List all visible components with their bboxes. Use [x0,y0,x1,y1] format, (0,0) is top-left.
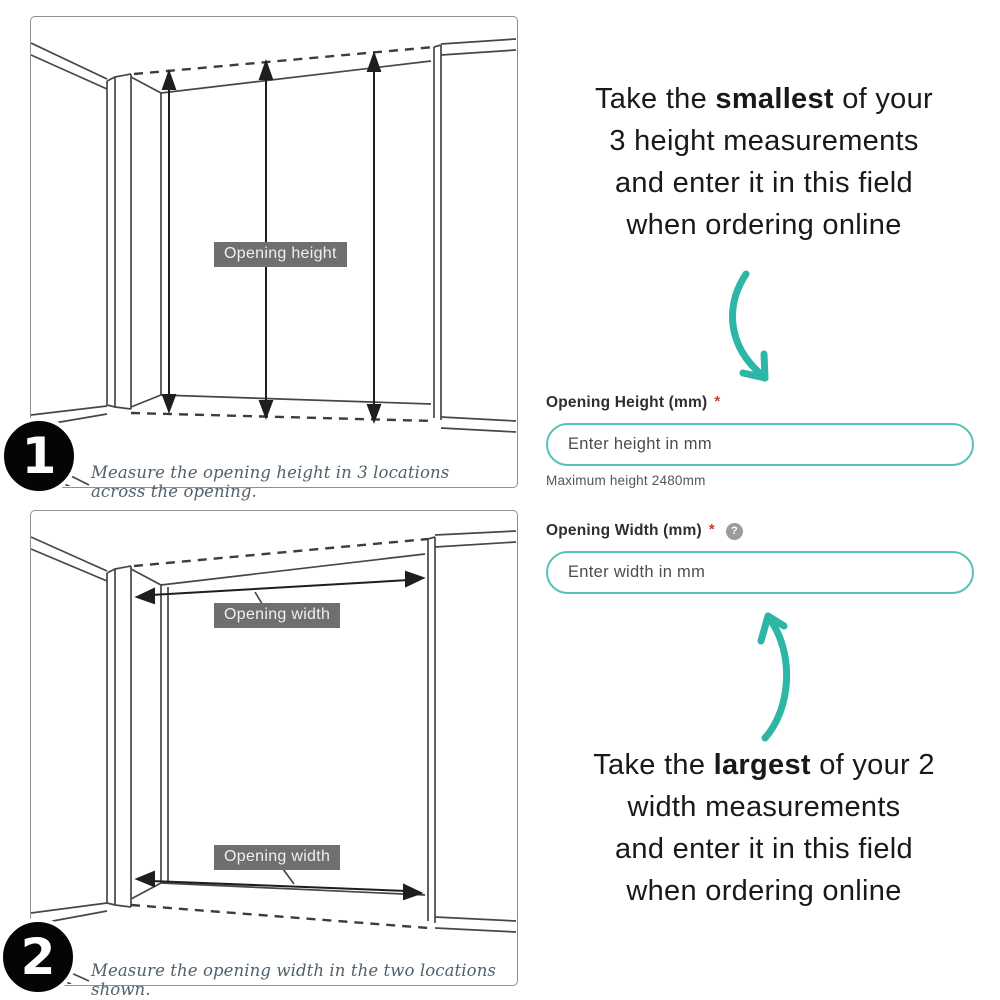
opening-height-label: Opening height [214,242,347,267]
opening-height-field-label: Opening Height (mm) * [546,392,721,411]
width-instruction-text: Take the largest of your 2 width measurements and enter it in this field when ordering online [593,749,935,907]
required-asterisk: * [708,520,715,538]
height-instruction-text: Take the smallest of your 3 height measurements and enter it in this field when ordering online [595,83,933,241]
step-1-badge: 1 [0,417,78,495]
width-diagram-caption: Measure the opening width in the two locations shown. [91,961,496,999]
curved-arrow-up-icon [733,605,823,745]
step-2-badge: 2 [0,918,77,996]
width-diagram-drawing [31,511,516,984]
required-asterisk: * [714,392,721,410]
opening-height-diagram [21,16,518,501]
help-icon[interactable]: ? [726,523,743,540]
opening-width-field-label: Opening Width (mm) * ? [546,522,743,540]
curved-arrow-down-icon [713,268,823,388]
opening-width-input[interactable] [546,551,974,594]
opening-width-diagram [20,510,518,999]
max-height-helper-text: Maximum height 2480mm [546,473,706,488]
opening-width-label-top: Opening width [214,603,340,628]
opening-width-label-bottom: Opening width [214,845,340,870]
height-diagram-caption: Measure the opening height in 3 locations across the opening. [91,463,450,501]
opening-height-input[interactable] [546,423,974,466]
